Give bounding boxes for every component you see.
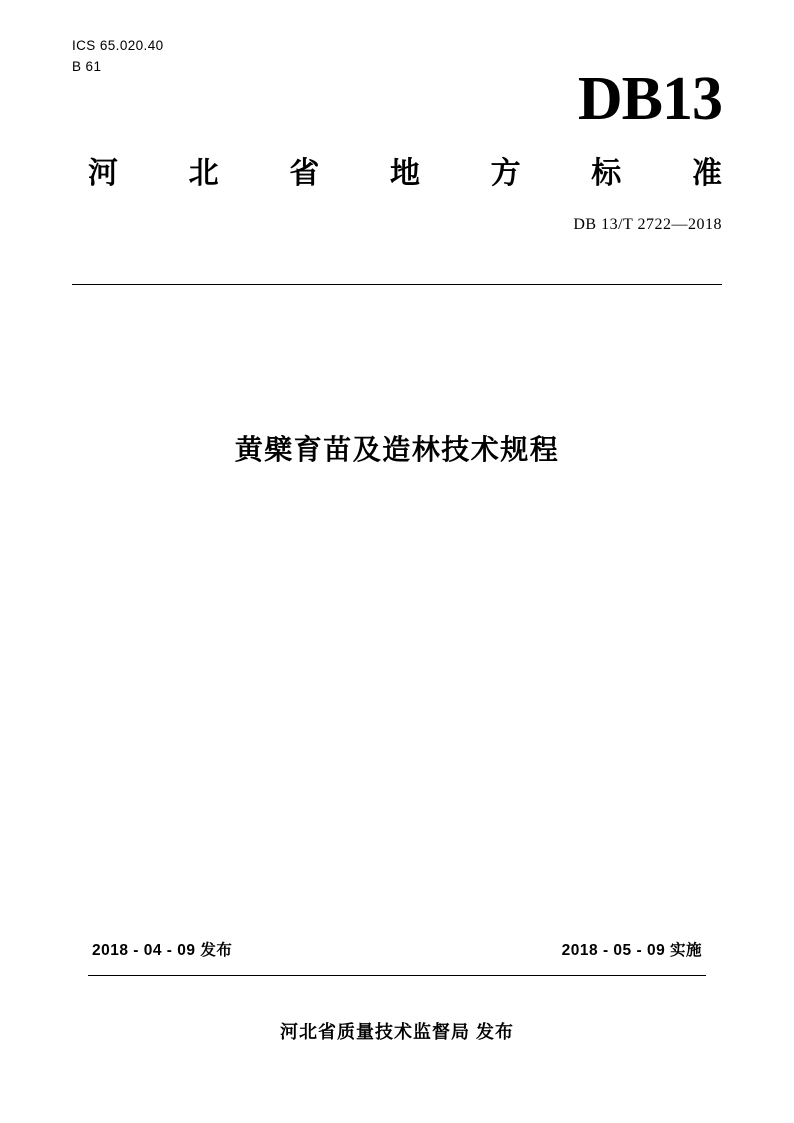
- title-char-2: 省: [289, 157, 320, 190]
- chinese-classification-code: B 61: [72, 58, 102, 74]
- classification-codes: [72, 36, 164, 78]
- title-char-5: 标: [591, 157, 622, 190]
- title-char-6: 准: [691, 157, 722, 190]
- footer-divider: [88, 975, 706, 976]
- issue-date: 2018 - 04 - 09 发布: [92, 942, 233, 959]
- db13-logo: DB13: [577, 65, 722, 133]
- province-standard-title: [88, 148, 722, 192]
- title-char-3: 地: [389, 157, 420, 190]
- dates-row: [92, 938, 702, 960]
- title-char-0: 河: [88, 157, 118, 190]
- ics-code: ICS 65.020.40: [72, 38, 164, 53]
- header-divider: [72, 284, 722, 285]
- document-title: 黄檗育苗及造林技术规程: [234, 434, 560, 465]
- title-char-4: 方: [490, 157, 521, 190]
- issuer-label: 河北省质量技术监督局 发布: [280, 1022, 514, 1042]
- title-char-1: 北: [188, 157, 219, 190]
- standard-number: DB 13/T 2722—2018: [573, 216, 722, 233]
- implement-date: 2018 - 05 - 09 实施: [561, 942, 702, 959]
